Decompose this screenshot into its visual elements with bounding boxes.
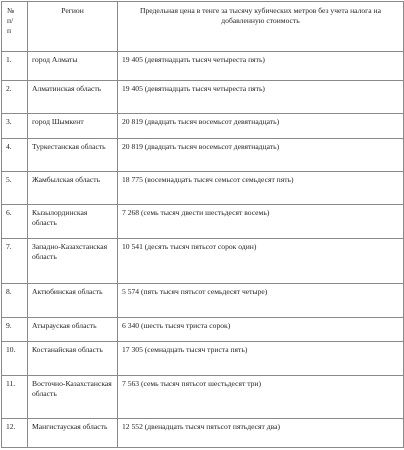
row-region-cell: Жамбылская область [28, 172, 118, 205]
header-price: Предельная цена в тенге за тысячу кубических метров без учета налога на добавленную стоимость [118, 2, 404, 52]
row-num-cell: 8. [2, 284, 28, 318]
table-row [2, 139, 404, 172]
row-region-cell: Восточно-Казахстанская область [28, 376, 118, 419]
row-price-cell: 10 541 (десять тысяч пятьсот сорок один) [118, 239, 404, 284]
table-row [2, 376, 404, 419]
row-price-cell: 7 268 (семь тысяч двести шестьдесят восемь) [118, 205, 404, 239]
row-num-cell: 11. [2, 376, 28, 419]
row-region-cell: город Алматы [28, 52, 118, 81]
row-num-cell: 5. [2, 172, 28, 205]
row-region-cell: Алматинская область [28, 81, 118, 114]
table-row [2, 239, 404, 284]
row-region-cell: Кызылординская область [28, 205, 118, 239]
row-num-cell: 9. [2, 318, 28, 342]
row-region-cell: город Шымкент [28, 114, 118, 139]
header-num: № п/ п [2, 2, 28, 52]
row-num-cell: 2. [2, 81, 28, 114]
row-num-cell: 1. [2, 52, 28, 81]
row-price-cell: 5 574 (пять тысяч пятьсот семьдесят четыре) [118, 284, 404, 318]
row-region-cell: Туркестанская область [28, 139, 118, 172]
table-row [2, 342, 404, 376]
row-num-cell: 7. [2, 239, 28, 284]
row-num-cell: 12. [2, 419, 28, 448]
table-row [2, 172, 404, 205]
table-row [2, 419, 404, 448]
row-price-cell: 20 819 (двадцать тысяч восемьсот девятнадцать) [118, 114, 404, 139]
row-price-cell: 19 405 (девятнадцать тысяч четыреста пять) [118, 52, 404, 81]
row-region-cell: Актюбинская область [28, 284, 118, 318]
table-row [2, 52, 404, 81]
row-region-cell: Западно-Казахстанская область [28, 239, 118, 284]
table-row [2, 81, 404, 114]
row-num-cell: 4. [2, 139, 28, 172]
header-row [2, 2, 404, 52]
row-region-cell: Костанайская область [28, 342, 118, 376]
row-price-cell: 12 552 (двенадцать тысяч пятьсот пятьдесят два) [118, 419, 404, 448]
table-row [2, 205, 404, 239]
price-table [1, 1, 404, 448]
row-region-cell: Мангистауская область [28, 419, 118, 448]
row-price-cell: 17 305 (семнадцать тысяч триста пять) [118, 342, 404, 376]
header-region: Регион [28, 2, 118, 52]
row-price-cell: 6 340 (шесть тысяч триста сорок) [118, 318, 404, 342]
row-price-cell: 20 819 (двадцать тысяч восемьсот девятнадцать) [118, 139, 404, 172]
row-price-cell: 7 563 (семь тысяч пятьсот шестьдесят три) [118, 376, 404, 419]
table-row [2, 318, 404, 342]
table-row [2, 114, 404, 139]
row-num-cell: 3. [2, 114, 28, 139]
table-row [2, 284, 404, 318]
row-region-cell: Атырауская область [28, 318, 118, 342]
row-num-cell: 6. [2, 205, 28, 239]
row-price-cell: 19 405 (девятнадцать тысяч четыреста пять) [118, 81, 404, 114]
row-price-cell: 18 775 (восемнадцать тысяч семьсот семьдесят пять) [118, 172, 404, 205]
row-num-cell: 10. [2, 342, 28, 376]
